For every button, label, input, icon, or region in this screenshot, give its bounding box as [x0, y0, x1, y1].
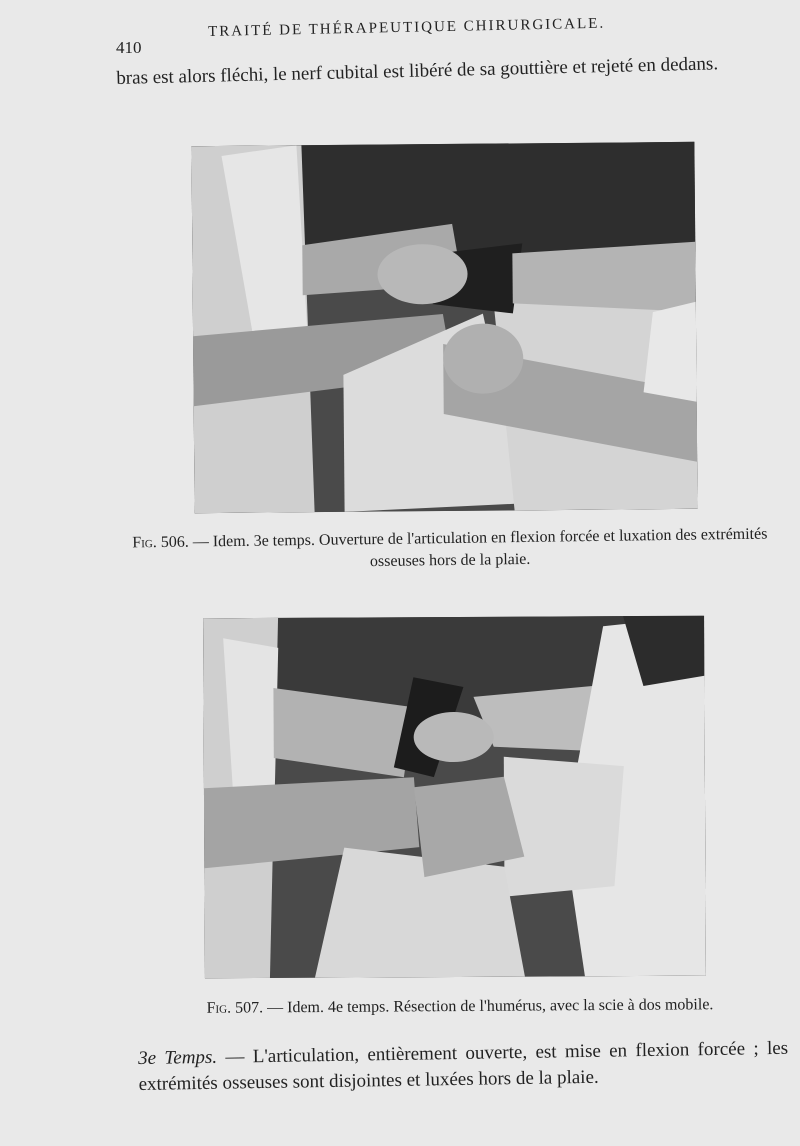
- page-number: 410: [116, 38, 142, 57]
- figure-507-label: Fig. 507.: [206, 999, 264, 1017]
- figure-507-photo: [203, 616, 706, 979]
- step-body: — L'articulation, entièrement ouverte, est mise en flexion forcée ; les extrémités osseuses sont disjointes et luxées hors de la plaie.: [138, 1037, 789, 1095]
- figure-506-photo: [191, 142, 697, 513]
- step-heading: 3e Temps.: [138, 1046, 218, 1069]
- paragraph-third-step: [138, 1036, 789, 1098]
- figure-506-caption-text: — Idem. 3e temps. Ouverture de l'articulation en flexion forcée et luxation des extrémités osseuses hors de la plaie.: [188, 525, 768, 571]
- figure-507-caption-text: — Idem. 4e temps. Résection de l'humérus, avec la scie à dos mobile.: [263, 996, 714, 1017]
- running-head: TRAITÉ DE THÉRAPEUTIQUE CHIRURGICALE.: [208, 15, 606, 40]
- paragraph-intro: bras est alors fléchi, le nerf cubital est libéré de sa gouttière et rejeté en dedans.: [116, 53, 719, 89]
- figure-506-caption: [120, 523, 781, 576]
- figure-507-caption: [150, 994, 770, 1020]
- figure-506-label: Fig. 506.: [132, 533, 189, 552]
